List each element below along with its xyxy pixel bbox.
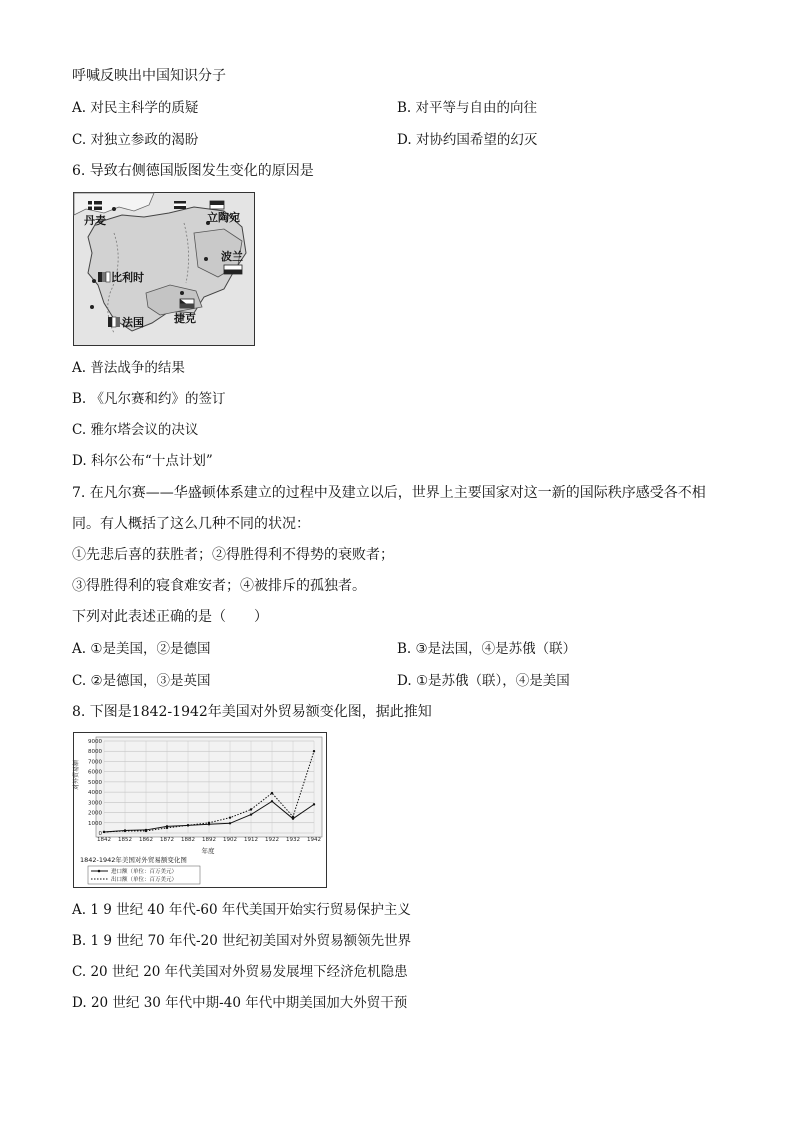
option-letter: D.: [397, 132, 412, 148]
map-label-belgium: 比利时: [111, 271, 144, 284]
y-tick-label: 7000: [88, 759, 102, 766]
y-tick-label: 0: [98, 831, 102, 837]
map-label-czech: 捷克: [174, 312, 196, 325]
option-letter: B.: [72, 391, 87, 407]
y-tick-label: 3000: [88, 800, 102, 807]
x-tick-label: 1912: [244, 837, 258, 843]
q8-option-b[interactable]: [72, 931, 411, 951]
option-letter: A.: [72, 902, 87, 918]
map-label-denmark: 丹麦: [84, 214, 106, 227]
option-text: 对协约国希望的幻灭: [415, 132, 538, 148]
import-point: [229, 822, 231, 824]
option-letter: B.: [397, 100, 412, 116]
option-letter: D.: [72, 453, 87, 469]
germany-map: [73, 192, 255, 346]
x-tick-label: 1902: [223, 837, 237, 843]
import-point: [292, 817, 294, 819]
x-tick-label: 1862: [139, 837, 153, 843]
y-tick-label: 9000: [88, 739, 102, 745]
map-label-poland: 波兰: [221, 250, 243, 263]
export-point: [313, 750, 315, 752]
option-letter: B.: [72, 933, 87, 949]
legend-export-label: 出口额（单位：百万美元）: [111, 877, 178, 883]
import-point: [313, 803, 315, 805]
legend-import-marker: [98, 870, 101, 873]
x-tick-label: 1932: [286, 837, 300, 843]
map-label-france: 法国: [122, 316, 144, 329]
q5-option-c[interactable]: [72, 130, 198, 150]
q6-stem: 6. 导致右侧德国版图发生变化的原因是: [72, 163, 314, 179]
place-dot: [180, 291, 184, 295]
option-text: 1 9 世纪 70 年代-20 世纪初美国对外贸易额领先世界: [90, 933, 412, 949]
option-text: ③是法国，④是苏俄（联）: [415, 641, 577, 657]
q7-stem-line: 同。有人概括了这么几种不同的状况：: [72, 516, 310, 532]
q8-stem: 8. 下图是1842-1942年美国对外贸易额变化图，据此推知: [72, 704, 432, 720]
x-axis-label: 年度: [201, 847, 215, 855]
q7-stem-question: 下列对此表述正确的是（ ）: [72, 609, 268, 625]
y-tick-label: 2000: [88, 810, 102, 817]
poland-flag-icon: [224, 265, 242, 274]
q8-option-d[interactable]: [72, 993, 407, 1013]
option-text: 科尔公布“十点计划”: [90, 453, 213, 469]
belgium-flag-icon: [98, 272, 110, 282]
y-tick-label: 5000: [88, 779, 102, 786]
option-text: 对平等与自由的向往: [415, 100, 538, 116]
q7-option-a[interactable]: [72, 639, 210, 659]
option-letter: A.: [72, 641, 87, 657]
import-point: [271, 800, 273, 802]
legend-import-label: 进口额（单位：百万美元）: [111, 869, 178, 875]
option-text: 20 世纪 20 年代美国对外贸易发展埋下经济危机隐患: [90, 964, 408, 980]
q5-option-a[interactable]: [72, 98, 198, 118]
place-dot: [112, 207, 116, 211]
q5-option-d[interactable]: [397, 130, 537, 150]
france-flag-icon: [108, 317, 120, 327]
chart-title: 1842-1942年美国对外贸易额变化图: [80, 856, 187, 864]
option-letter: A.: [72, 360, 87, 376]
export-point: [187, 824, 189, 826]
q5-stem-tail: 呼喊反映出中国知识分子: [72, 68, 226, 84]
q7-stem-line: 7. 在凡尔赛——华盛顿体系建立的过程中及建立以后，世界上主要国家对这一新的国际秩序感受各不相: [72, 485, 706, 501]
option-letter: C.: [72, 422, 87, 438]
option-text: ①是苏俄（联），④是美国: [415, 673, 570, 689]
option-text: 雅尔塔会议的决议: [90, 422, 199, 438]
q7-stem-line: ③得胜得利的寝食难安者；④被排斥的孤独者。: [72, 578, 366, 594]
export-point: [166, 827, 168, 829]
trade-chart-svg: [74, 733, 326, 887]
q7-stem-line: ①先悲后喜的获胜者；②得胜得利不得势的衰败者；: [72, 547, 394, 563]
x-tick-label: 1892: [202, 837, 216, 843]
export-point: [124, 830, 126, 832]
czech-flag-icon: [180, 299, 194, 308]
option-letter: D.: [397, 673, 412, 689]
x-tick-label: 1842: [97, 837, 111, 843]
option-text: 1 9 世纪 40 年代-60 年代美国开始实行贸易保护主义: [90, 902, 411, 918]
q6-option-c[interactable]: [72, 420, 198, 440]
y-tick-label: 6000: [88, 769, 102, 776]
y-axis-label: 对外贸易额: [73, 759, 80, 791]
option-text: ①是美国，②是德国: [90, 641, 211, 657]
q7-option-b[interactable]: [397, 639, 576, 659]
place-dot: [92, 279, 96, 283]
option-letter: C.: [72, 673, 87, 689]
x-tick-label: 1852: [118, 837, 132, 843]
option-text: 对民主科学的质疑: [90, 100, 199, 116]
q6-option-d[interactable]: [72, 451, 213, 471]
option-letter: B.: [397, 641, 412, 657]
option-letter: C.: [72, 132, 87, 148]
q7-option-c[interactable]: [72, 671, 211, 691]
q8-option-a[interactable]: [72, 900, 411, 920]
y-tick-label: 4000: [88, 790, 102, 797]
q5-option-b[interactable]: [397, 98, 537, 118]
export-point: [208, 822, 210, 824]
option-text: 普法战争的结果: [90, 360, 185, 376]
place-dot: [90, 305, 94, 309]
x-tick-label: 1922: [265, 837, 279, 843]
option-letter: C.: [72, 964, 87, 980]
export-point: [292, 815, 294, 817]
y-tick-label: 8000: [88, 749, 102, 756]
x-tick-label: 1882: [181, 837, 195, 843]
option-text: 20 世纪 30 年代中期-40 年代中期美国加大外贸干预: [90, 995, 408, 1011]
option-letter: D.: [72, 995, 87, 1011]
q8-option-c[interactable]: [72, 962, 408, 982]
q6-option-b[interactable]: [72, 389, 226, 409]
denmark-flag-icon: [88, 201, 102, 210]
export-point: [250, 808, 252, 810]
x-tick-label: 1872: [160, 837, 174, 843]
option-text: 对独立参政的渴盼: [90, 132, 199, 148]
q6-option-a[interactable]: [72, 358, 185, 378]
germany-map-svg: [74, 193, 254, 345]
place-dot: [204, 257, 208, 261]
option-letter: A.: [72, 100, 87, 116]
export-point: [271, 792, 273, 794]
export-point: [103, 831, 105, 833]
option-text: 《凡尔赛和约》的签订: [90, 391, 226, 407]
option-text: ②是德国，③是英国: [90, 673, 211, 689]
import-point: [250, 813, 252, 815]
map-label-lithuania: 立陶宛: [207, 211, 240, 224]
y-tick-label: 1000: [88, 820, 102, 827]
q7-option-d[interactable]: [397, 671, 570, 691]
trade-chart: [73, 732, 327, 888]
export-point: [145, 830, 147, 832]
x-tick-label: 1942: [307, 837, 321, 843]
export-point: [229, 816, 231, 818]
